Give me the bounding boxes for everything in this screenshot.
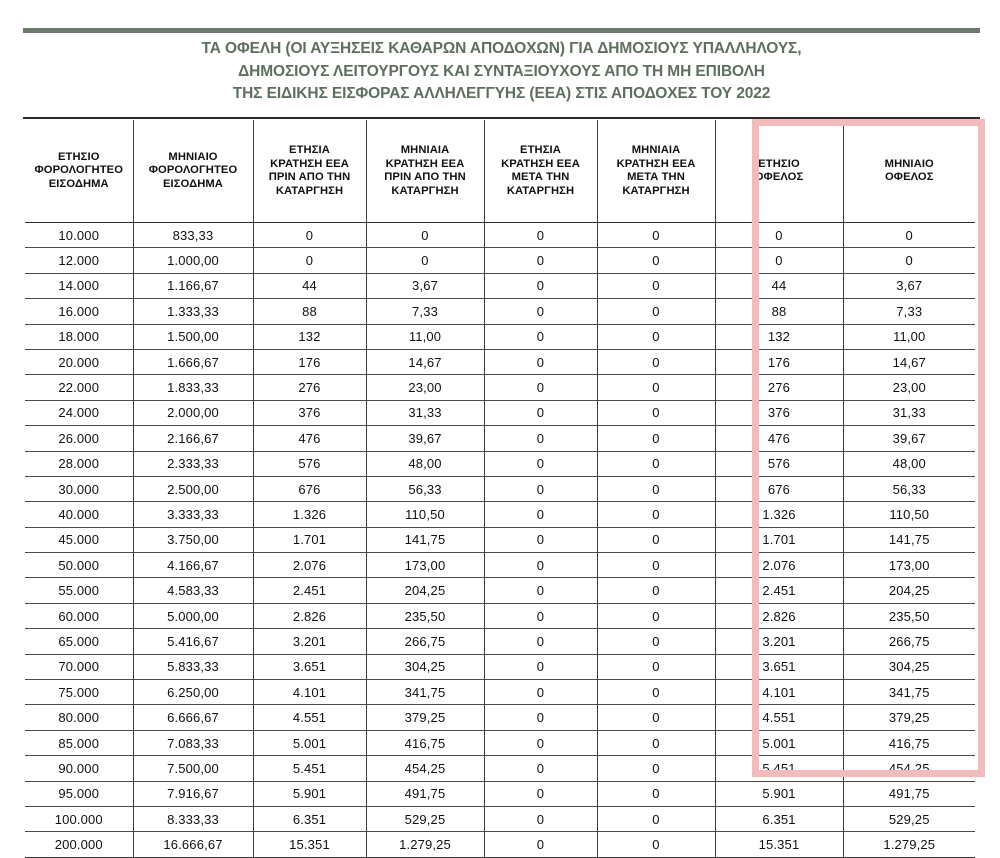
table-row — [25, 553, 975, 578]
table-row — [25, 375, 975, 400]
table-cell: 0 — [484, 476, 597, 501]
column-header-line: ΚΑΤΑΡΓΗΣΗ — [391, 184, 459, 197]
table-cell: 0 — [597, 349, 715, 374]
column-header-line: ΜΕΤΑ ΤΗΝ — [511, 171, 570, 183]
table-header — [25, 120, 975, 223]
column-header-8 — [843, 120, 975, 223]
column-header-line: ΚΡΑΤΗΣΗ ΕΕΑ — [501, 157, 580, 170]
table-cell: 0 — [484, 705, 597, 730]
table-cell: 28.000 — [25, 451, 133, 476]
table-cell: 304,25 — [366, 654, 484, 679]
table-cell: 0 — [484, 629, 597, 654]
table-cell: 476 — [715, 426, 843, 451]
table-cell: 65.000 — [25, 629, 133, 654]
table-cell: 204,25 — [843, 578, 975, 603]
table-cell: 0 — [715, 223, 843, 248]
table-cell: 266,75 — [843, 629, 975, 654]
table-cell: 276 — [715, 375, 843, 400]
table-cell: 23,00 — [366, 375, 484, 400]
table-cell: 1.326 — [715, 502, 843, 527]
table-cell: 1.166,67 — [133, 273, 253, 298]
table-cell: 10.000 — [25, 223, 133, 248]
column-header-4 — [366, 120, 484, 223]
table-cell: 200.000 — [25, 832, 133, 857]
table-cell: 1.326 — [253, 502, 366, 527]
table-cell: 2.333,33 — [133, 451, 253, 476]
table-cell: 80.000 — [25, 705, 133, 730]
table-cell: 31,33 — [843, 400, 975, 425]
table-row — [25, 248, 975, 273]
table-cell: 0 — [484, 223, 597, 248]
table-cell: 491,75 — [843, 781, 975, 806]
table-cell: 1.279,25 — [366, 832, 484, 857]
table-cell: 176 — [715, 349, 843, 374]
table-cell: 110,50 — [843, 502, 975, 527]
column-header-line: ΕΤΗΣΙΑ — [520, 144, 561, 156]
table-cell: 4.101 — [715, 680, 843, 705]
table-cell: 4.101 — [253, 680, 366, 705]
table-row — [25, 476, 975, 501]
table-cell: 16.000 — [25, 299, 133, 324]
table-cell: 60.000 — [25, 603, 133, 628]
table-row — [25, 832, 975, 857]
table-cell: 1.500,00 — [133, 324, 253, 349]
table-cell: 0 — [597, 248, 715, 273]
table-cell: 5.001 — [253, 730, 366, 755]
table-cell: 24.000 — [25, 400, 133, 425]
table-cell: 4.583,33 — [133, 578, 253, 603]
table-cell: 0 — [597, 756, 715, 781]
table-cell: 341,75 — [366, 680, 484, 705]
table-cell: 85.000 — [25, 730, 133, 755]
table-cell: 0 — [253, 248, 366, 273]
table-cell: 141,75 — [366, 527, 484, 552]
table-body — [25, 223, 975, 858]
table-cell: 20.000 — [25, 349, 133, 374]
table-cell: 132 — [715, 324, 843, 349]
table-row — [25, 349, 975, 374]
column-header-line: ΜΗΝΙΑΙΑ — [400, 144, 450, 156]
table-cell: 5.001 — [715, 730, 843, 755]
table-cell: 7.500,00 — [133, 756, 253, 781]
table-cell: 48,00 — [843, 451, 975, 476]
table-cell: 0 — [597, 781, 715, 806]
table-cell: 416,75 — [843, 730, 975, 755]
table-cell: 14.000 — [25, 273, 133, 298]
table-row — [25, 451, 975, 476]
column-header-6 — [597, 120, 715, 223]
table-cell: 0 — [597, 603, 715, 628]
table-cell: 11,00 — [843, 324, 975, 349]
table-cell: 88 — [253, 299, 366, 324]
table-cell: 7,33 — [366, 299, 484, 324]
table-cell: 5.901 — [253, 781, 366, 806]
table-cell: 141,75 — [843, 527, 975, 552]
table-cell: 416,75 — [366, 730, 484, 755]
table-cell: 576 — [715, 451, 843, 476]
table-cell: 5.833,33 — [133, 654, 253, 679]
table-cell: 2.826 — [715, 603, 843, 628]
table-cell: 22.000 — [25, 375, 133, 400]
table-cell: 0 — [597, 527, 715, 552]
table-cell: 0 — [484, 603, 597, 628]
table-cell: 0 — [715, 248, 843, 273]
table-cell: 173,00 — [843, 553, 975, 578]
table-cell: 0 — [484, 832, 597, 857]
table-row — [25, 654, 975, 679]
table-cell: 5.451 — [253, 756, 366, 781]
table-cell: 341,75 — [843, 680, 975, 705]
table-cell: 0 — [484, 654, 597, 679]
table-row — [25, 629, 975, 654]
table-cell: 1.000,00 — [133, 248, 253, 273]
table-cell: 132 — [253, 324, 366, 349]
table-cell: 0 — [484, 299, 597, 324]
table-cell: 379,25 — [843, 705, 975, 730]
table-cell: 44 — [253, 273, 366, 298]
table-cell: 95.000 — [25, 781, 133, 806]
table-cell: 0 — [597, 375, 715, 400]
table-cell: 0 — [484, 502, 597, 527]
column-header-line: ΚΑΤΑΡΓΗΣΗ — [622, 184, 690, 197]
table-cell: 3.201 — [253, 629, 366, 654]
table-cell: 0 — [843, 223, 975, 248]
table-row — [25, 730, 975, 755]
table-cell: 18.000 — [25, 324, 133, 349]
table-cell: 0 — [253, 223, 366, 248]
table-cell: 15.351 — [715, 832, 843, 857]
column-header-7 — [715, 120, 843, 223]
column-header-line: ΠΡΙΝ ΑΠΟ ΤΗΝ — [268, 171, 351, 183]
table-cell: 0 — [484, 806, 597, 831]
table-cell: 31,33 — [366, 400, 484, 425]
table-cell: 44 — [715, 273, 843, 298]
table-cell: 88 — [715, 299, 843, 324]
table-cell: 30.000 — [25, 476, 133, 501]
table-cell: 7.083,33 — [133, 730, 253, 755]
column-header-line: ΦΟΡΟΛΟΓΗΤΕΟ — [34, 164, 123, 177]
table-cell: 0 — [597, 730, 715, 755]
table-cell: 4.166,67 — [133, 553, 253, 578]
table-cell: 40.000 — [25, 502, 133, 527]
table-cell: 235,50 — [366, 603, 484, 628]
title-separator-rule — [23, 117, 980, 119]
table-cell: 39,67 — [843, 426, 975, 451]
table-cell: 0 — [597, 705, 715, 730]
table-cell: 266,75 — [366, 629, 484, 654]
table-cell: 3.651 — [715, 654, 843, 679]
column-header-line: ΜΗΝΙΑΙΟ — [168, 150, 218, 163]
table-cell: 0 — [484, 553, 597, 578]
table-cell: 235,50 — [843, 603, 975, 628]
table-cell: 173,00 — [366, 553, 484, 578]
table-cell: 7.916,67 — [133, 781, 253, 806]
table-cell: 2.076 — [715, 553, 843, 578]
table-cell: 2.826 — [253, 603, 366, 628]
table-cell: 0 — [597, 578, 715, 603]
table-cell: 16.666,67 — [133, 832, 253, 857]
table-cell: 5.451 — [715, 756, 843, 781]
table-cell: 55.000 — [25, 578, 133, 603]
table-cell: 0 — [484, 248, 597, 273]
column-header-line: ΜΕΤΑ ΤΗΝ — [627, 171, 685, 183]
table-cell: 0 — [484, 349, 597, 374]
table-cell: 75.000 — [25, 680, 133, 705]
table-cell: 5.901 — [715, 781, 843, 806]
table-cell: 454,25 — [366, 756, 484, 781]
column-header-line: ΠΡΙΝ ΑΠΟ ΤΗΝ — [384, 171, 466, 183]
column-header-line: ΟΦΕΛΟΣ — [884, 171, 934, 183]
column-header-line: ΚΡΑΤΗΣΗ ΕΕΑ — [616, 157, 696, 170]
table-cell: 0 — [597, 553, 715, 578]
table-row — [25, 705, 975, 730]
table-cell: 70.000 — [25, 654, 133, 679]
table-cell: 0 — [597, 451, 715, 476]
table-cell: 529,25 — [843, 806, 975, 831]
column-header-line: ΕΤΗΣΙΑ — [289, 144, 330, 156]
table-cell: 2.500,00 — [133, 476, 253, 501]
table-row — [25, 273, 975, 298]
table-cell: 379,25 — [366, 705, 484, 730]
table-cell: 0 — [597, 806, 715, 831]
column-header-line: ΜΗΝΙΑΙΑ — [631, 144, 681, 156]
table-cell: 0 — [843, 248, 975, 273]
table-row — [25, 781, 975, 806]
table-cell: 676 — [253, 476, 366, 501]
column-header-3 — [253, 120, 366, 223]
table-cell: 0 — [484, 527, 597, 552]
column-header-line: ΟΦΕΛΟΣ — [754, 171, 804, 183]
table-cell: 2.166,67 — [133, 426, 253, 451]
table-cell: 3,67 — [843, 273, 975, 298]
table-cell: 12.000 — [25, 248, 133, 273]
table-cell: 0 — [484, 781, 597, 806]
table-cell: 6.250,00 — [133, 680, 253, 705]
table-cell: 204,25 — [366, 578, 484, 603]
table-cell: 1.333,33 — [133, 299, 253, 324]
column-header-line: ΕΙΣΟΔΗΜΑ — [48, 177, 109, 190]
table-cell: 0 — [597, 502, 715, 527]
table-cell: 0 — [484, 400, 597, 425]
table-row — [25, 400, 975, 425]
table-cell: 14,67 — [366, 349, 484, 374]
table-cell: 576 — [253, 451, 366, 476]
table-cell: 0 — [484, 730, 597, 755]
table-cell: 14,67 — [843, 349, 975, 374]
column-header-line: ΚΡΑΤΗΣΗ ΕΕΑ — [270, 157, 349, 170]
table-cell: 0 — [597, 680, 715, 705]
table-cell: 0 — [597, 832, 715, 857]
column-header-line: ΚΡΑΤΗΣΗ ΕΕΑ — [385, 157, 465, 170]
table-cell: 2.000,00 — [133, 400, 253, 425]
table-cell: 11,00 — [366, 324, 484, 349]
table-cell: 491,75 — [366, 781, 484, 806]
table-cell: 1.701 — [253, 527, 366, 552]
table-cell: 4.551 — [715, 705, 843, 730]
table-cell: 2.076 — [253, 553, 366, 578]
table-cell: 0 — [484, 756, 597, 781]
column-header-5 — [484, 120, 597, 223]
table-cell: 90.000 — [25, 756, 133, 781]
table-row — [25, 756, 975, 781]
table-cell: 48,00 — [366, 451, 484, 476]
table-cell: 5.000,00 — [133, 603, 253, 628]
table-cell: 3,67 — [366, 273, 484, 298]
column-header-1 — [25, 120, 133, 223]
column-header-2 — [133, 120, 253, 223]
table-row — [25, 603, 975, 628]
column-header-line: ΚΑΤΑΡΓΗΣΗ — [506, 184, 575, 197]
table-cell: 0 — [366, 223, 484, 248]
table-cell: 0 — [484, 324, 597, 349]
column-header-line: ΕΙΣΟΔΗΜΑ — [162, 177, 223, 190]
table-cell: 8.333,33 — [133, 806, 253, 831]
table-cell: 0 — [597, 299, 715, 324]
table-cell: 0 — [484, 273, 597, 298]
table-cell: 6.666,67 — [133, 705, 253, 730]
table-row — [25, 223, 975, 248]
table-cell: 45.000 — [25, 527, 133, 552]
table-cell: 0 — [597, 629, 715, 654]
table-row — [25, 502, 975, 527]
table-cell: 376 — [253, 400, 366, 425]
table-cell: 5.416,67 — [133, 629, 253, 654]
table-cell: 304,25 — [843, 654, 975, 679]
table-cell: 476 — [253, 426, 366, 451]
table-cell: 1.833,33 — [133, 375, 253, 400]
table-cell: 56,33 — [843, 476, 975, 501]
table-cell: 26.000 — [25, 426, 133, 451]
table-cell: 2.451 — [715, 578, 843, 603]
table-cell: 3.333,33 — [133, 502, 253, 527]
table-cell: 3.750,00 — [133, 527, 253, 552]
table-cell: 6.351 — [253, 806, 366, 831]
column-header-line: ΜΗΝΙΑΙΟ — [884, 157, 934, 170]
table-cell: 176 — [253, 349, 366, 374]
table-header-row — [25, 120, 975, 223]
table-cell: 676 — [715, 476, 843, 501]
table-cell: 7,33 — [843, 299, 975, 324]
table-cell: 0 — [597, 223, 715, 248]
table-cell: 2.451 — [253, 578, 366, 603]
table-cell: 3.201 — [715, 629, 843, 654]
column-header-line: ΚΑΤΑΡΓΗΣΗ — [275, 184, 344, 197]
table-cell: 100.000 — [25, 806, 133, 831]
table-cell: 454,25 — [843, 756, 975, 781]
table-cell: 0 — [597, 426, 715, 451]
page-title-line-2: ΔΗΜΟΣΙΟΥΣ ΛΕΙΤΟΥΡΓΟΥΣ ΚΑΙ ΣΥΝΤΑΞΙΟΥΧΟΥΣ ΑΠΟ ΤΗ ΜΗ ΕΠΙΒΟΛΗ — [238, 62, 765, 80]
table-cell: 0 — [597, 324, 715, 349]
table-cell: 15.351 — [253, 832, 366, 857]
table-cell: 0 — [366, 248, 484, 273]
table-row — [25, 806, 975, 831]
table-row — [25, 527, 975, 552]
table-cell: 3.651 — [253, 654, 366, 679]
table-row — [25, 324, 975, 349]
table-cell: 0 — [484, 451, 597, 476]
table-cell: 0 — [597, 400, 715, 425]
table-row — [25, 578, 975, 603]
table-cell: 56,33 — [366, 476, 484, 501]
top-decorative-rule — [23, 28, 980, 33]
table-cell: 529,25 — [366, 806, 484, 831]
table-cell: 276 — [253, 375, 366, 400]
table-cell: 39,67 — [366, 426, 484, 451]
table-row — [25, 426, 975, 451]
column-header-line: ΦΟΡΟΛΟΓΗΤΕΟ — [148, 164, 238, 177]
column-header-line: ΕΤΗΣΙΟ — [758, 157, 800, 170]
table-cell: 1.701 — [715, 527, 843, 552]
page-title-line-3: ΤΗΣ ΕΙΔΙΚΗΣ ΕΙΣΦΟΡΑΣ ΑΛΛΗΛΕΓΓΥΗΣ (ΕΕΑ) ΣΤΙΣ ΑΠΟΔΟΧΕΣ ΤΟΥ 2022 — [232, 85, 771, 102]
table-cell: 110,50 — [366, 502, 484, 527]
table-row — [25, 299, 975, 324]
benefits-table — [25, 120, 975, 858]
page-title — [23, 38, 980, 106]
table-cell: 1.666,67 — [133, 349, 253, 374]
table-cell: 0 — [484, 680, 597, 705]
table-cell: 50.000 — [25, 553, 133, 578]
table-cell: 0 — [597, 476, 715, 501]
table-cell: 1.279,25 — [843, 832, 975, 857]
table-cell: 6.351 — [715, 806, 843, 831]
table-row — [25, 680, 975, 705]
table-cell: 376 — [715, 400, 843, 425]
table-cell: 23,00 — [843, 375, 975, 400]
table-cell: 0 — [597, 654, 715, 679]
page-title-line-1: ΤΑ ΟΦΕΛΗ (ΟΙ ΑΥΞΗΣΕΙΣ ΚΑΘΑΡΩΝ ΑΠΟΔΟΧΩΝ) ΓΙΑ ΔΗΜΟΣΙΟΥΣ ΥΠΑΛΛΗΛΟΥΣ, — [201, 40, 802, 57]
column-header-line: ΕΤΗΣΙΟ — [58, 150, 100, 163]
table-cell: 4.551 — [253, 705, 366, 730]
table-cell: 0 — [484, 578, 597, 603]
table-cell: 0 — [484, 426, 597, 451]
table-cell: 0 — [597, 273, 715, 298]
table-cell: 833,33 — [133, 223, 253, 248]
table-cell: 0 — [484, 375, 597, 400]
